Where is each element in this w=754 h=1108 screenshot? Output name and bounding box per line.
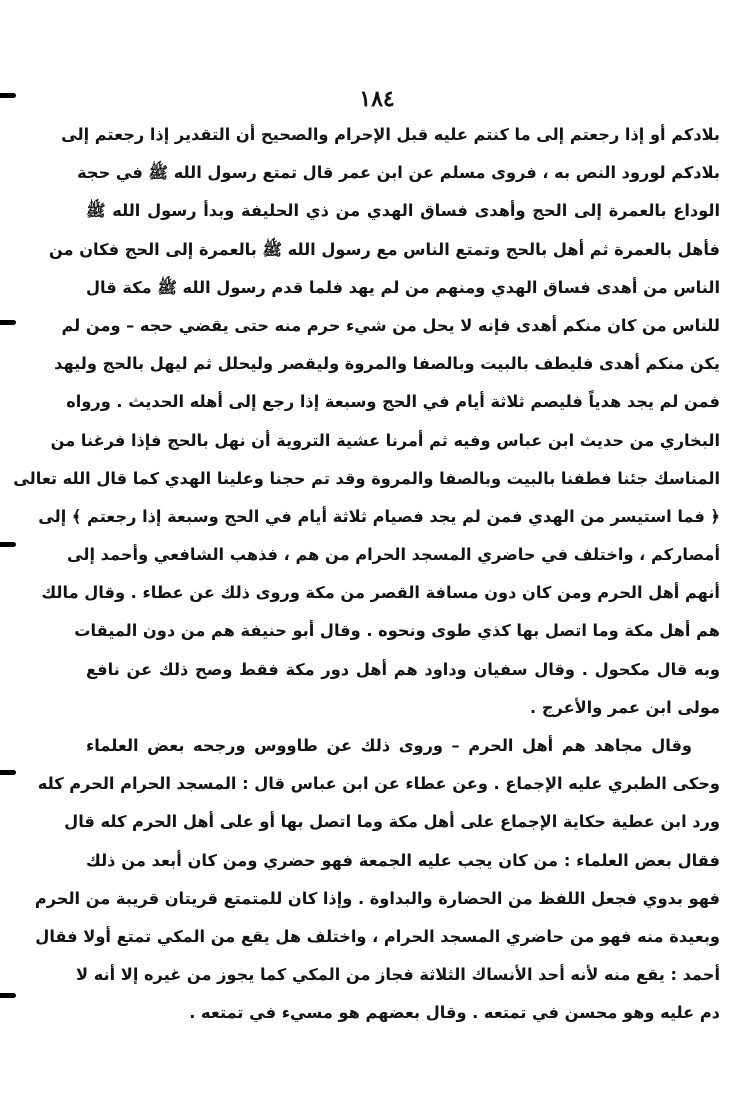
text-line: للناس من كان منكم أهدى فإنه لا يحل من شيء حرم منه حتى يقضي حجه – ومن لم	[61, 315, 720, 335]
scan-edge-mark	[0, 993, 16, 998]
scan-edge-mark	[0, 770, 16, 775]
text-line: فمن لم يجد هدياً فليصم ثلاثة أيام في الحج وسبعة إذا رجع إلى أهله الحديث . ورواه	[66, 392, 720, 412]
text-line: بلادكم لورود النص به ، فروى مسلم عن ابن عمر قال تمتع رسول الله ﷺ في حجة	[77, 163, 720, 183]
text-line: الناس من أهدى فساق الهدي ومنهم من لم يهد فلما قدم رسول الله ﷺ مكة قال	[86, 277, 720, 297]
body-text	[13, 116, 720, 1033]
text-line: البخاري من حديث ابن عباس وفيه ثم أمرنا عشية التروية أن نهل بالحج فإذا فرغنا من	[50, 430, 720, 450]
paragraph-start-line: وقال مجاهد هم أهل الحرم – وروى ذلك عن طاووس ورجحه بعض العلماء	[86, 736, 692, 755]
text-line: فأهل بالعمرة ثم أهل بالحج وتمتع الناس مع رسول الله ﷺ بالعمرة إلى الحج فكان من	[48, 239, 720, 259]
text-line: فقال بعض العلماء : من كان يجب عليه الجمعة فهو حضري ومن كان أبعد من ذلك	[86, 850, 720, 870]
text-line: ﴿ فما استيسر من الهدي فمن لم يجد فصيام ثلاثة أيام في الحج وسبعة إذا رجعتم ﴾ إلى	[38, 506, 720, 526]
page-number: ١٨٤	[359, 86, 395, 112]
scan-edge-mark	[0, 542, 16, 547]
paragraph-end-line: مولى ابن عمر والأعرج .	[530, 697, 720, 717]
text-line: الوداع بالعمرة إلى الحج وأهدى فساق الهدي من ذي الحليفة وبدأ رسول الله ﷺ	[86, 201, 720, 221]
text-line: أحمد : يقع منه لأنه أحد الأنساك الثلاثة فجاز من المكي كما يجوز من غيره إلا أنه لا	[76, 965, 720, 985]
text-line: أنهم أهل الحرم ومن كان دون مسافة القصر من مكة وروى ذلك عن عطاء . وقال مالك	[41, 583, 720, 603]
text-line: وحكى الطبري عليه الإجماع . وعن عطاء عن ابن عباس قال : المسجد الحرام الحرم كله	[37, 774, 720, 794]
paragraph-end-line: دم عليه وهو محسن في تمتعه . وقال بعضهم هو مسيء في تمتعه .	[189, 1003, 720, 1023]
text-line: فهو بدوي فجعل اللفظ من الحضارة والبداوة . وإذا كان للمتمتع قريتان قريبة من الحرم	[34, 888, 720, 908]
text-line: يكن منكم أهدى فليطف بالبيت وبالصفا والمروة وليقصر وليحلل ثم ليهل بالحج وليهد	[54, 354, 720, 374]
text-line: هم أهل مكة وما اتصل بها كذي طوى ونحوه . وقال أبو حنيفة هم من دون الميقات	[74, 621, 720, 641]
text-line: وبعيدة منه فهو من حاضري المسجد الحرام ، واختلف هل يقع من المكي تمتع أولا فقال	[35, 926, 720, 946]
text-line: أمصاركم ، واختلف في حاضري المسجد الحرام من هم ، فذهب الشافعي وأحمد إلى	[67, 545, 720, 565]
text-line: بلادكم أو إذا رجعتم إلى ما كنتم عليه قبل الإحرام والصحيح أن التقدير إذا رجعتم إلى	[61, 125, 720, 144]
text-line: المناسك جئنا فطفنا بالبيت وبالصفا والمروة وقد تم حجنا وعلينا الهدي كما قال الله تعالى	[13, 468, 720, 488]
text-line: ورد ابن عطية حكاية الإجماع على أهل مكة وما اتصل بها أو على أهل الحرم كله قال	[64, 812, 720, 832]
scan-edge-mark	[0, 320, 16, 325]
text-line: وبه قال مكحول . وقال سفيان وداود هم أهل دور مكة فقط وصح ذلك عن نافع	[86, 659, 720, 679]
